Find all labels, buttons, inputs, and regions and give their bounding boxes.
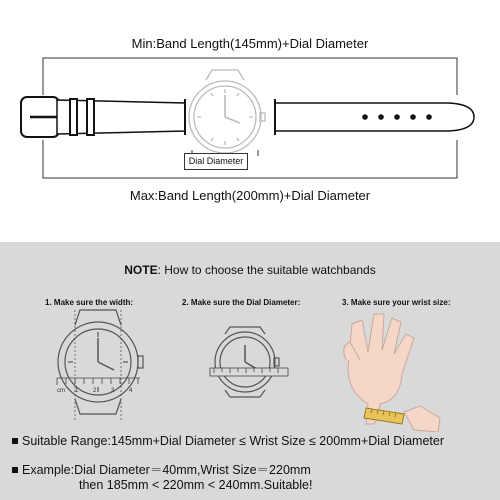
example-rule	[12, 460, 311, 478]
dial-diameter-label: Dial Diameter	[184, 153, 248, 170]
step-3-label: Make sure your wrist size:	[350, 298, 451, 307]
example-result: then 185mm < 220mm < 240mm.Suitable!	[79, 478, 313, 492]
buckle-strap	[57, 99, 185, 135]
ruler-tick-3: 3	[111, 388, 115, 394]
example-text-1: Example:Dial Diameter＝40mm,Wrist Size＝220mm	[22, 463, 311, 477]
bullet-icon	[12, 467, 18, 473]
ruler-unit-label: cm	[57, 388, 65, 394]
step-1-number: 1.	[45, 298, 52, 307]
ruler-tick-2: 2	[93, 388, 97, 394]
step-1-watch-icon	[58, 310, 143, 420]
max-length-label: Max:Band Length(200mm)+Dial Diameter	[129, 188, 371, 203]
band-length-diagram	[0, 0, 500, 242]
step-1-label: Make sure the width:	[53, 298, 134, 307]
ruler-tick-4: 4	[129, 388, 133, 394]
suitable-range-rule	[12, 434, 444, 448]
step-3-number: 3.	[342, 298, 349, 307]
tail-strap	[275, 99, 474, 135]
step-2-number: 2.	[182, 298, 189, 307]
step-3-pinching-hand-icon	[404, 406, 440, 432]
step-2-label: Make sure the Dial Diameter:	[190, 298, 301, 307]
min-length-label: Min:Band Length(145mm)+Dial Diameter	[131, 36, 369, 51]
suitable-range-text: Suitable Range:145mm+Dial Diameter ≤ Wrist Size ≤ 200mm+Dial Diameter	[22, 434, 444, 448]
bullet-icon	[12, 438, 18, 444]
min-length-bracket	[43, 58, 457, 95]
buckle-icon	[21, 97, 59, 137]
max-length-bracket	[43, 140, 457, 178]
ruler-tick-1: 1	[75, 388, 79, 394]
step-3-hand-icon	[344, 314, 414, 424]
note-title: NOTE	[124, 263, 158, 277]
step-2-ruler	[210, 368, 288, 376]
steps-illustration	[0, 242, 500, 432]
watch-face-icon	[189, 70, 265, 164]
note-text: : How to choose the suitable watchbands	[157, 263, 376, 277]
step-2-watch-icon	[215, 327, 279, 397]
